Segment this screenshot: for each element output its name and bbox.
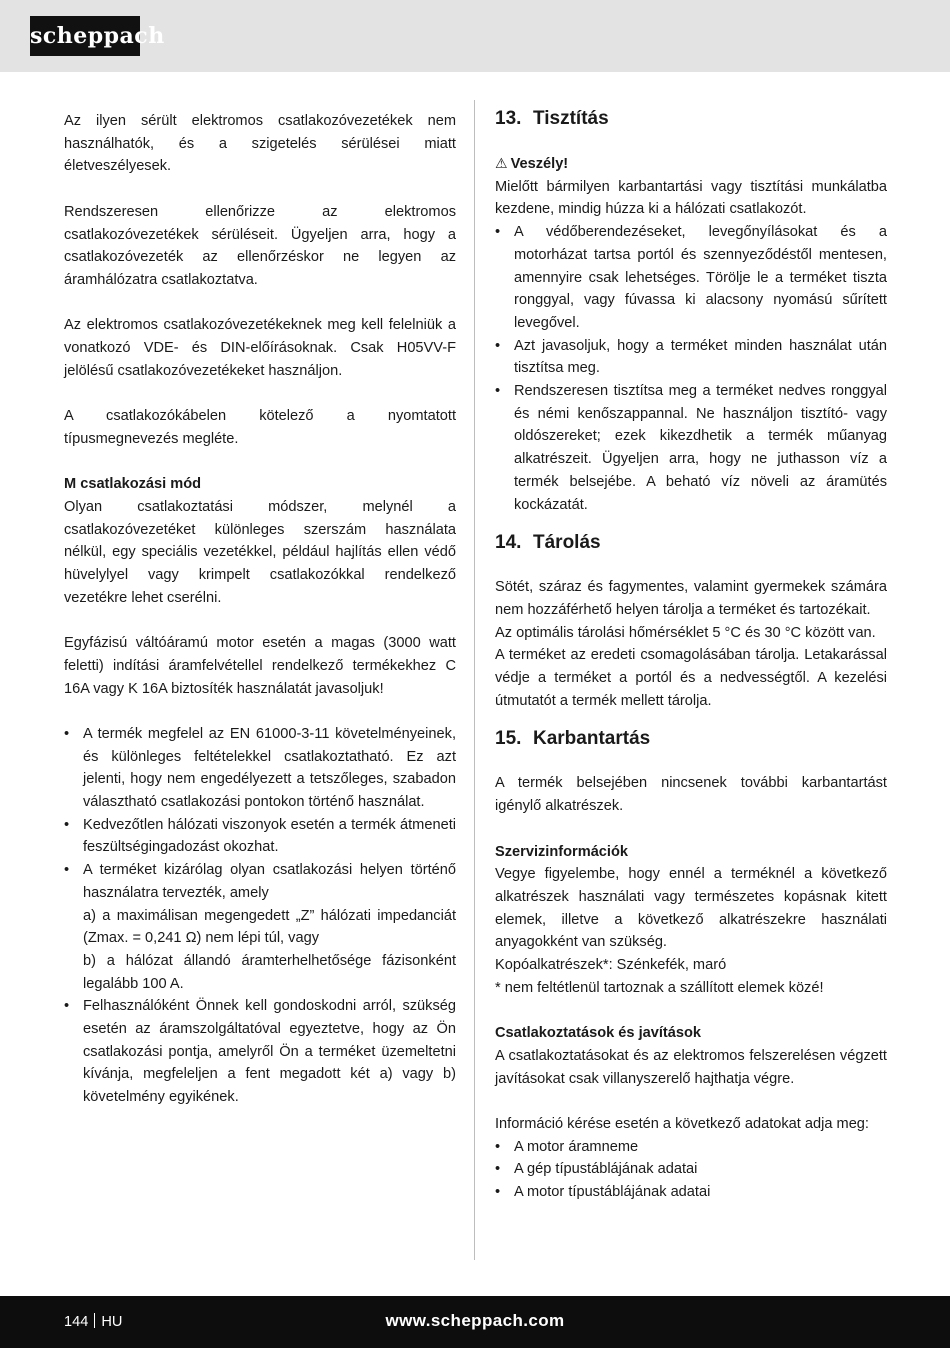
list-item — [64, 859, 456, 995]
danger-warning — [495, 152, 887, 176]
paragraph: Sötét, száraz és fagymentes, valamint gyermekek számára nem hozzáférhető helyen tárolja a terméket és tartozékait. — [495, 579, 887, 618]
section-title: Karbantartás — [533, 728, 651, 750]
paragraph: Olyan csatlakoztatási módszer, melynél a csatlakozóvezetéket különleges szerszám használata nélkül, egy speciális vezetékkel, például hajlítás ellen védő hüvelylyel vagy krimpelt csatlakozókkal rendelkező vezetékre lehet cserélni. — [64, 498, 456, 606]
paragraph: Az optimális tárolási hőmérséklet 5 °C és 30 °C között van. — [495, 624, 876, 641]
section-heading-15 — [495, 724, 887, 754]
list-item-text: a) a maximálisan megengedett „Z” hálózati impedanciát (Zmax. = 0,241 Ω) nem lépi túl, vagy — [83, 907, 456, 947]
paragraph: Az ilyen sérült elektromos csatlakozóvezetékek nem használhatók, és a szigetelés sérülései miatt életveszélyesek. — [64, 113, 456, 175]
page-footer — [0, 1296, 950, 1348]
paragraph: Vegye figyelembe, hogy ennél a terméknél a következő alkatrészek használati vagy természetes kopásnak kitett elemek, illetve a következő alkatrészekre használati anyagokként van szükség. — [495, 866, 887, 951]
list-item-text: • A terméket kizárólag olyan csatlakozási helyen történő használatra tervezték, amely — [83, 862, 456, 901]
section-number: 15. — [495, 728, 522, 750]
footnote: * nem feltétlenül tartoznak a szállított elemek közé! — [495, 979, 824, 996]
paragraph: Információ kérése esetén a következő adatokat adja meg: — [495, 1115, 869, 1132]
list-item: • A termék megfelel az EN 61000-3-11 követelményeinek, és különleges feltételekkel csatlakoztatható. Ez azt jelenti, hogy nem engedélyezett a tetszőleges, szabadon választható csatlakozási pontokon történő használat. — [64, 723, 456, 814]
list-item-text: b) a hálózat állandó áramterhelhetősége fázisonként legalább 100 A. — [83, 952, 456, 992]
page-header — [0, 0, 950, 72]
section-number: 14. — [495, 532, 522, 554]
paragraph: Kopóalkatrészek*: Szénkefék, maró — [495, 957, 727, 974]
paragraph: Rendszeresen ellenőrizze az elektromos csatlakozóvezetékek sérüléseit. Ügyeljen arra, hogy a csatlakozóvezeték az ellenőrzéskor ne legyen az áramhálózatra csatlakoztatva. — [64, 203, 456, 288]
paragraph: A csatlakozókábelen kötelező a nyomtatott típusmegnevezés megléte. — [64, 408, 456, 447]
list-item: • A motor áramneme — [495, 1136, 887, 1159]
list-item: • Azt javasoljuk, hogy a terméket minden használat után tisztítsa meg. — [495, 335, 887, 380]
scheppach-logo: scheppach — [30, 16, 140, 56]
list-item: • A védőberendezéseket, levegőnyílásokat és a motorházat tartsa portól és szennyeződéstől mentesen, amennyire csak lehetséges. Törölje le a terméket tiszta ronggyal, vagy fúvassa ki alacsony nyomású sűrített levegővel. — [495, 221, 887, 335]
paragraph: Mielőtt bármilyen karbantartási vagy tisztítási munkálatba kezdene, mindig húzza ki a hálózati csatlakozót. — [495, 178, 887, 218]
danger-label: Veszély! — [510, 156, 569, 172]
subheading: M csatlakozási mód — [64, 476, 202, 493]
section-heading-14 — [495, 528, 887, 558]
left-column — [64, 110, 456, 1109]
section-title: Tárolás — [533, 532, 601, 554]
paragraph: Az elektromos csatlakozóvezetékeknek meg kell felelniük a vonatkozó VDE- és DIN-előírásoknak. Csak H05VV-F jelölésű csatlakozóvezetékeket használjon. — [64, 317, 456, 379]
paragraph: A csatlakoztatásokat és az elektromos felszerelésen végzett javításokat csak villanyszerelő hajthatja végre. — [495, 1047, 887, 1087]
bullet-list — [64, 723, 456, 1109]
page-number: 144 — [64, 1314, 89, 1330]
paragraph: A termék belsejében nincsenek további karbantartást igénylő alkatrészek. — [495, 775, 887, 815]
bullet-list — [495, 221, 887, 516]
section-heading-13 — [495, 104, 887, 134]
subheading: Szervizinformációk — [495, 843, 629, 860]
subheading: Csatlakoztatások és javítások — [495, 1025, 702, 1042]
language-code: HU — [101, 1314, 123, 1330]
column-divider — [474, 100, 475, 1260]
bullet-list — [495, 1136, 887, 1204]
list-item: • Felhasználóként Önnek kell gondoskodni arról, szükség esetén az áramszolgáltatóval egyeztetve, hogy az Ön csatlakozási pontja, amelyről Ön a terméket üzemeltetni kívánja, megfeleljen a fent megadott két a) vagy b) követelmény egyikének. — [64, 995, 456, 1109]
list-item: • A gép típustáblájának adatai — [495, 1158, 887, 1181]
warning-triangle-icon: ⚠ — [495, 155, 508, 171]
paragraph: Egyfázisú váltóáramú motor esetén a magas (3000 watt feletti) indítási áramfelvétellel rendelkező termékekhez C 16A vagy K 16A biztosíték használatát javasoljuk! — [64, 635, 456, 697]
list-item: • Rendszeresen tisztítsa meg a terméket nedves ronggyal és némi kenőszappannal. Ne használjon tisztító- vagy oldószereket; ezek kikezdhetik a termék műanyag alkatrészeit. Ügyeljen arra, hogy ne juthasson víz a termék belsejébe. A beható víz növeli az áramütés kockázatát. — [495, 380, 887, 516]
list-item: • Kedvezőtlen hálózati viszonyok esetén a termék átmeneti feszültségingadozást okozhat. — [64, 814, 456, 859]
website-url: www.scheppach.com — [385, 1311, 565, 1330]
list-item: • A motor típustáblájának adatai — [495, 1181, 887, 1204]
right-column — [495, 104, 887, 1204]
section-title: Tisztítás — [533, 108, 609, 129]
paragraph: A terméket az eredeti csomagolásában tárolja. Letakarással védje a terméket a portól és a nedvességtől. A kezelési útmutatót a termék mellett tárolja. — [495, 647, 887, 709]
section-number: 13. — [495, 108, 522, 129]
